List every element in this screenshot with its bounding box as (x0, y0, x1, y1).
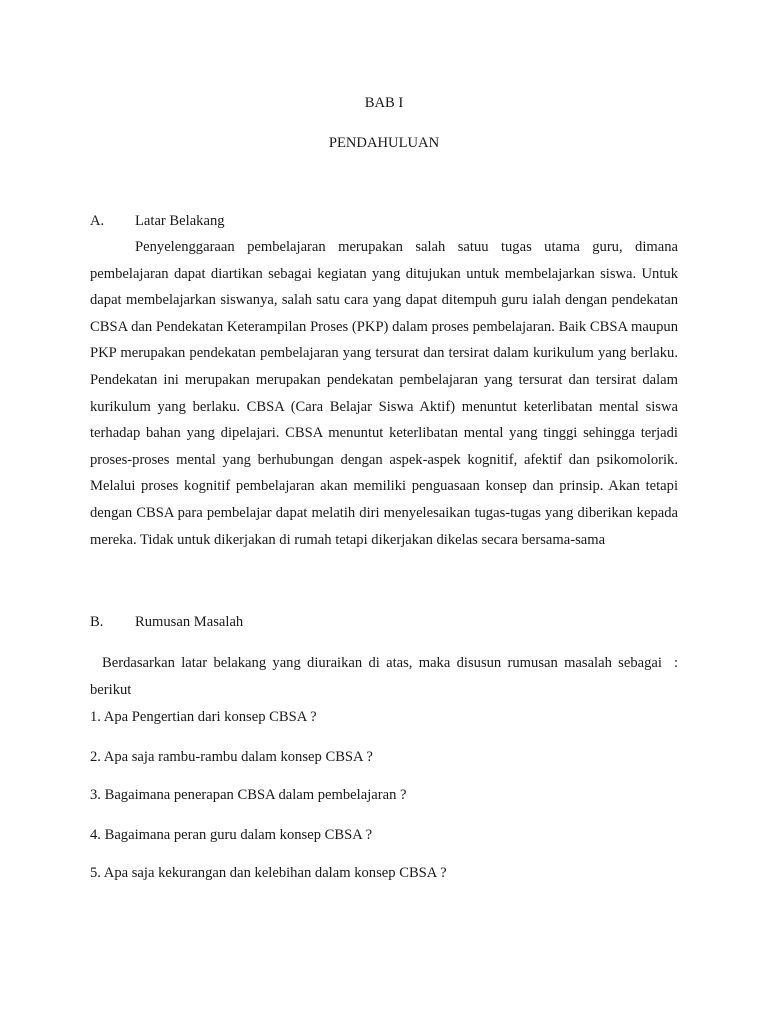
section-b-intro-text: Berdasarkan latar belakang yang diuraikan di atas, maka disusun rumusan masalah sebagai berikut (90, 655, 662, 698)
chapter-number: BAB I (364, 95, 404, 111)
question-item: 4. Bagaimana peran guru dalam konsep CBSA ? (90, 827, 373, 843)
question-item: 2. Apa saja rambu-rambu dalam konsep CBSA ? (90, 749, 373, 765)
chapter-title: PENDAHULUAN (328, 135, 440, 151)
question-item: 3. Bagaimana penerapan CBSA dalam pembelajaran ? (90, 787, 407, 803)
question-item: 5. Apa saja kekurangan dan kelebihan dalam konsep CBSA ? (90, 865, 447, 881)
section-a-heading (90, 212, 225, 230)
section-b-intro-colon: : (673, 655, 678, 671)
section-a-title: Latar Belakang (135, 213, 225, 229)
section-a-paragraph: Penyelenggaraan pembelajaran merupakan salah satuu tugas utama guru, dimana pembelajaran dapat diartikan sebagai kegiatan yang ditujukan untuk membelajarkan siswa. Untuk dapat membelajarkan siswanya, salah satu cara yang dapat ditempuh guru ialah dengan pendekatan CBSA dan Pendekatan Keterampilan Proses (PKP) dalam proses pembelajaran. Baik CBSA maupun PKP merupakan pendekatan pembelajaran yang tersurat dan tersirat dalam kurikulum yang berlaku. Pendekatan ini merupakan merupakan pendekatan pembelajaran yang tersurat dan tersirat dalam kurikulum yang berlaku. CBSA (Cara Belajar Siswa Aktif) menuntut keterlibatan mental siswa terhadap bahan yang dipelajari. CBSA menuntut keterlibatan mental yang tinggi sehingga terjadi proses-proses mental yang berhubungan dengan aspek-aspek kognitif, afektif dan psikomolorik. Melalui proses kognitif pembelajaran akan memiliki penguasaan konsep dan prinsip. Akan tetapi dengan CBSA para pembelajar dapat melatih diri menyelesaikan tugas-tugas yang diberikan kepada mereka. Tidak untuk dikerjakan di rumah tetapi dikerjakan dikelas secara bersama-sama (90, 239, 678, 548)
section-b-heading (90, 613, 243, 631)
section-a-letter: A. (90, 213, 105, 229)
section-b-intro (90, 650, 678, 703)
section-b-letter: B. (90, 614, 104, 630)
section-b-title: Rumusan Masalah (135, 614, 244, 630)
question-item: 1. Apa Pengertian dari konsep CBSA ? (90, 709, 317, 725)
